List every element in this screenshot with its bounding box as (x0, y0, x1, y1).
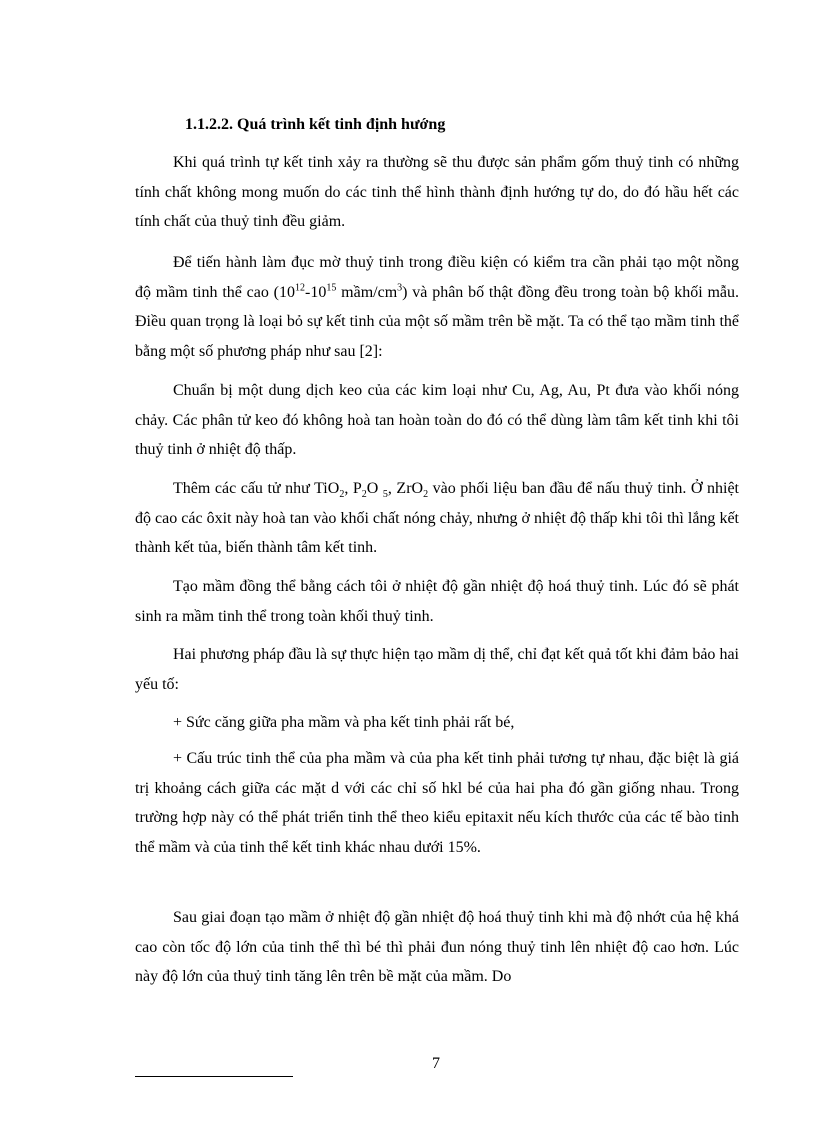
page-number: 7 (432, 1055, 440, 1072)
subscript: 5 (382, 489, 388, 501)
paragraph-text: Để tiến hành làm đục mờ thuỷ tinh trong điều kiện có kiểm tra cần phải tạo một nồng độ mầm tinh thể cao (10 (135, 254, 739, 301)
exponent: 15 (326, 282, 337, 294)
subscript: 2 (361, 489, 367, 501)
exponent: 3 (397, 282, 403, 294)
footnote-separator (135, 1076, 293, 1077)
paragraph-heterogeneous-nucleation: Hai phương pháp đầu là sự thực hiện tạo mầm dị thể, chỉ đạt kết quả tốt khi đảm bảo hai yếu tố: (135, 646, 739, 693)
subscript: 2 (423, 489, 429, 501)
paragraph-crystal-growth: Sau giai đoạn tạo mầm ở nhiệt độ gần nhiệt độ hoá thuỷ tinh khi mà độ nhớt của hệ khá cao còn tốc độ lớn của tinh thể thì bé thì phải đun nóng thuỷ tinh lên nhiệt độ cao hơn. Lúc này độ lớn của thuỷ tinh tăng lên trên bề mặt của mầm. Do (135, 909, 739, 985)
paragraph-text: vào phối liệu ban đầu để nấu thuỷ tinh. Ở nhiệt độ cao các ôxit này hoà tan vào khối chất nóng chảy, nhưng ở nhiệt độ thấp khi tôi thì lắng kết thành kết tủa, biến thành tâm kết tinh. (135, 480, 740, 556)
paragraph-self-crystallization: Khi quá trình tự kết tinh xảy ra thường sẽ thu được sản phẩm gốm thuỷ tinh có những tính chất không mong muốn do các tinh thể hình thành định hướng tự do, do đó hầu hết các tính chất của thuỷ tinh đều giảm. (135, 154, 739, 230)
paragraph-condition-structure: + Cấu trúc tinh thể của pha mầm và của pha kết tinh phải tương tự nhau, đặc biệt là giá trị khoảng cách giữa các mặt d với các chỉ số hkl bé của hai pha đó gần giống nhau. Trong trường hợp này có thể phát triển tinh thể theo kiểu epitaxit nếu kích thước của các tế bào tinh thể mầm và của tinh thể kết tinh khác nhau dưới 15%. (135, 750, 739, 856)
paragraph-oxide-method (135, 474, 739, 563)
paragraph-text: mầm/cm (336, 283, 398, 301)
paragraph-text: Thêm các cấu tử như TiO (173, 480, 340, 497)
exponent: 12 (295, 282, 306, 294)
subscript: 2 (339, 489, 345, 501)
paragraph-text: -10 (305, 283, 327, 301)
paragraph-condition-tension: + Sức căng giữa pha mầm và pha kết tinh phải rất bé, (173, 714, 515, 731)
paragraph-text: , ZrO (387, 480, 424, 497)
paragraph-nucleation-concentration (135, 248, 739, 366)
paragraph-homogeneous-nucleation: Tạo mầm đồng thể bằng cách tôi ở nhiệt độ gần nhiệt độ hoá thuỷ tinh. Lúc đó sẽ phát sinh ra mầm tinh thể trong toàn khối thuỷ tinh. (135, 578, 739, 625)
paragraph-text: O (366, 480, 383, 497)
paragraph-text: ) và phân bố thật đồng đều trong toàn bộ khối mẫu. Điều quan trọng là loại bỏ sự kết tinh của một số mầm trên bề mặt. Ta có thể tạo mầm tinh thể bằng một số phương pháp như sau [2]: (135, 283, 739, 360)
paragraph-colloid-method: Chuẩn bị một dung dịch keo của các kim loại như Cu, Ag, Au, Pt đưa vào khối nóng chảy. Các phân tử keo đó không hoà tan hoàn toàn do đó có thể dùng làm tâm kết tinh khi tôi thuỷ tinh ở nhiệt độ thấp. (135, 382, 739, 458)
section-heading: 1.1.2.2. Quá trình kết tinh định hướng (185, 116, 446, 133)
paragraph-text: , P (344, 480, 362, 497)
